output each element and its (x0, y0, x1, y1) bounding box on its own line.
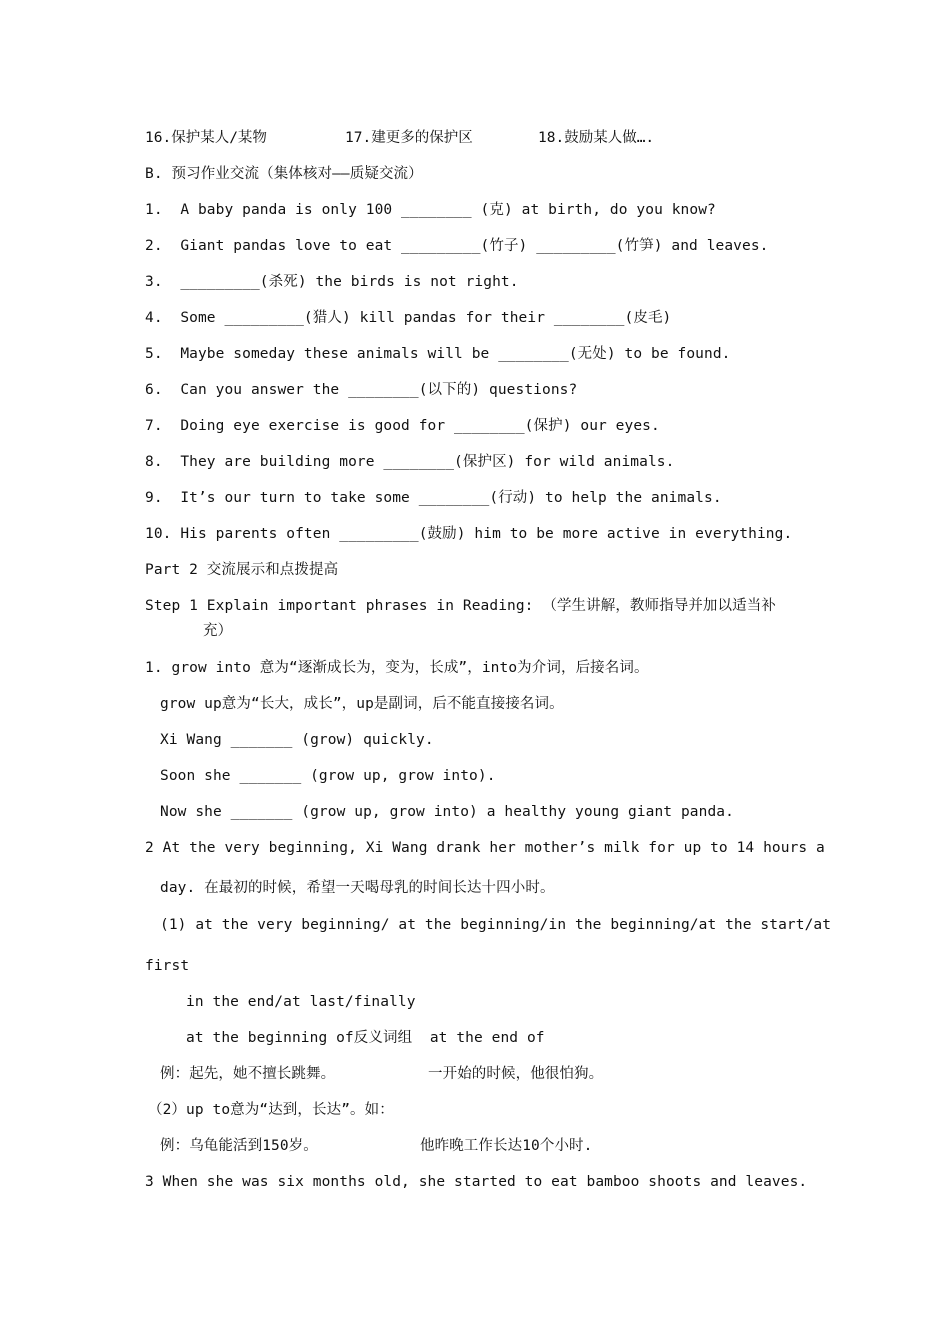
item2-line5: in the end/at last/finally (186, 994, 416, 1010)
item1-line1: 1. grow into 意为“逐渐成长为，变为，长成”，into为介词，后接名词。 (145, 660, 649, 676)
header-item-16: 16.保护某人/某物 (145, 130, 267, 146)
step1-heading-cont: 充） (203, 623, 233, 639)
item3-line1: 3 When she was six months old, she started to eat bamboo shoots and leaves. (145, 1174, 808, 1190)
exercise-9: 9. It’s our turn to take some ________(行动) to help the animals. (145, 490, 722, 506)
item1-line3: Xi Wang _______ (grow) quickly. (160, 732, 434, 748)
header-item-17: 17.建更多的保护区 (345, 130, 473, 146)
exercise-7: 7. Doing eye exercise is good for ________(保护) our eyes. (145, 418, 660, 434)
exercise-8: 8. They are building more ________(保护区) for wild animals. (145, 454, 675, 470)
item2-line2: day. 在最初的时候，希望一天喝母乳的时间长达十四小时。 (160, 880, 555, 896)
exercise-1: 1. A baby panda is only 100 ________ (克) at birth, do you know? (145, 202, 716, 218)
exercise-3: 3. _________(杀死) the birds is not right. (145, 274, 519, 290)
header-item-18: 18.鼓励某人做…. (538, 130, 655, 146)
item2-line6: at the beginning of反义词组 at the end of (186, 1030, 545, 1046)
item2-line3: (1) at the very beginning/ at the beginning/in the beginning/at the start/at (160, 917, 832, 933)
exercise-2: 2. Giant pandas love to eat _________(竹子) _________(竹笋) and leaves. (145, 238, 769, 254)
item1-line4: Soon she _______ (grow up, grow into). (160, 768, 496, 784)
item1-line2: grow up意为“长大，成长”，up是副词，后不能直接接名词。 (160, 696, 564, 712)
exercise-6: 6. Can you answer the ________(以下的) questions? (145, 382, 578, 398)
item1-line5: Now she _______ (grow up, grow into) a healthy young giant panda. (160, 804, 734, 820)
item2-example1a: 例：起先，她不擅长跳舞。 (160, 1066, 336, 1082)
item2-example1b: 一开始的时候，他很怕狗。 (428, 1066, 604, 1082)
exercise-10: 10. His parents often _________(鼓励) him to be more active in everything. (145, 526, 793, 542)
item2-line4: first (145, 958, 190, 974)
exercise-5: 5. Maybe someday these animals will be ________(无处) to be found. (145, 346, 731, 362)
item2-example2a: 例：乌龟能活到150岁。 (160, 1138, 318, 1154)
item2-example2b: 他昨晚工作长达10个小时. (420, 1138, 593, 1154)
section-b-title: B. 预习作业交流（集体核对——质疑交流） (145, 166, 423, 182)
part2-title: Part 2 交流展示和点拨提高 (145, 562, 339, 578)
item2-line7: （2）up to意为“达到，长达”。如： (148, 1102, 394, 1118)
step1-heading: Step 1 Explain important phrases in Reading: （学生讲解，教师指导并加以适当补 (145, 598, 776, 614)
item2-line1: 2 At the very beginning, Xi Wang drank her mother’s milk for up to 14 hours a (145, 840, 825, 856)
exercise-4: 4. Some _________(猎人) kill pandas for their ________(皮毛) (145, 310, 672, 326)
